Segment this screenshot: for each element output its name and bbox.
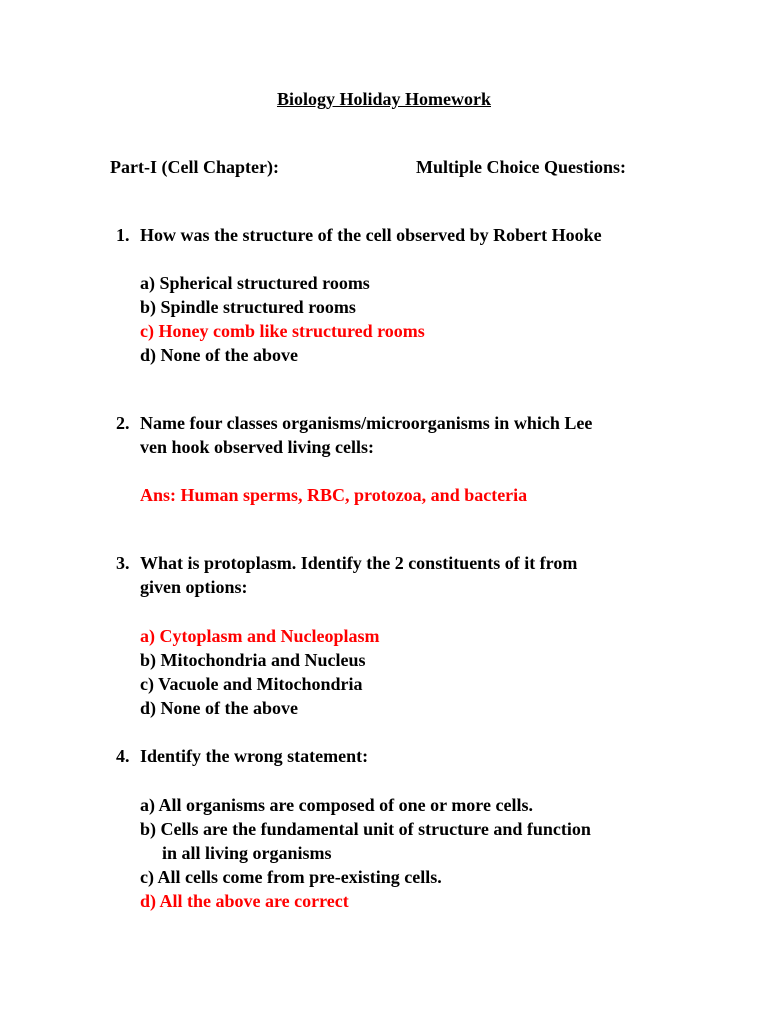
- question-1-option-d: d) None of the above: [140, 345, 298, 365]
- question-1-number: 1.: [116, 225, 130, 245]
- section-label: Multiple Choice Questions:: [416, 157, 626, 177]
- question-3-option-c: c) Vacuole and Mitochondria: [140, 674, 363, 694]
- document-title: Biology Holiday Homework: [276, 89, 491, 109]
- question-3-option-a-correct: a) Cytoplasm and Nucleoplasm: [140, 626, 380, 646]
- question-4-option-c: c) All cells come from pre-existing cells.: [140, 867, 442, 887]
- question-3-option-b: b) Mitochondria and Nucleus: [140, 650, 366, 670]
- question-4-option-b-continued: in all living organisms: [162, 843, 332, 863]
- question-4-option-b: b) Cells are the fundamental unit of structure and function: [140, 819, 591, 839]
- question-3-text-line-2: given options:: [140, 577, 248, 597]
- question-3-option-d: d) None of the above: [140, 698, 298, 718]
- question-1-text: How was the structure of the cell observed by Robert Hooke: [140, 225, 602, 245]
- question-2-text-line-2: ven hook observed living cells:: [140, 437, 375, 457]
- question-3-text-line-1: What is protoplasm. Identify the 2 constituents of it from: [140, 553, 578, 573]
- question-4-number: 4.: [116, 746, 130, 766]
- question-4-option-a: a) All organisms are composed of one or more cells.: [140, 795, 533, 815]
- question-4-text: Identify the wrong statement:: [140, 746, 369, 766]
- part-label: Part-I (Cell Chapter):: [110, 157, 279, 177]
- question-2-number: 2.: [116, 413, 130, 433]
- question-2-answer: Ans: Human sperms, RBC, protozoa, and bacteria: [140, 485, 528, 505]
- question-4-option-d-correct: d) All the above are correct: [140, 891, 349, 911]
- question-1-option-a: a) Spherical structured rooms: [140, 273, 370, 293]
- question-1-option-b: b) Spindle structured rooms: [140, 297, 356, 317]
- question-3-number: 3.: [116, 553, 130, 573]
- question-1-option-c-correct: c) Honey comb like structured rooms: [140, 321, 425, 341]
- question-2-text-line-1: Name four classes organisms/microorganisms in which Lee: [140, 413, 593, 433]
